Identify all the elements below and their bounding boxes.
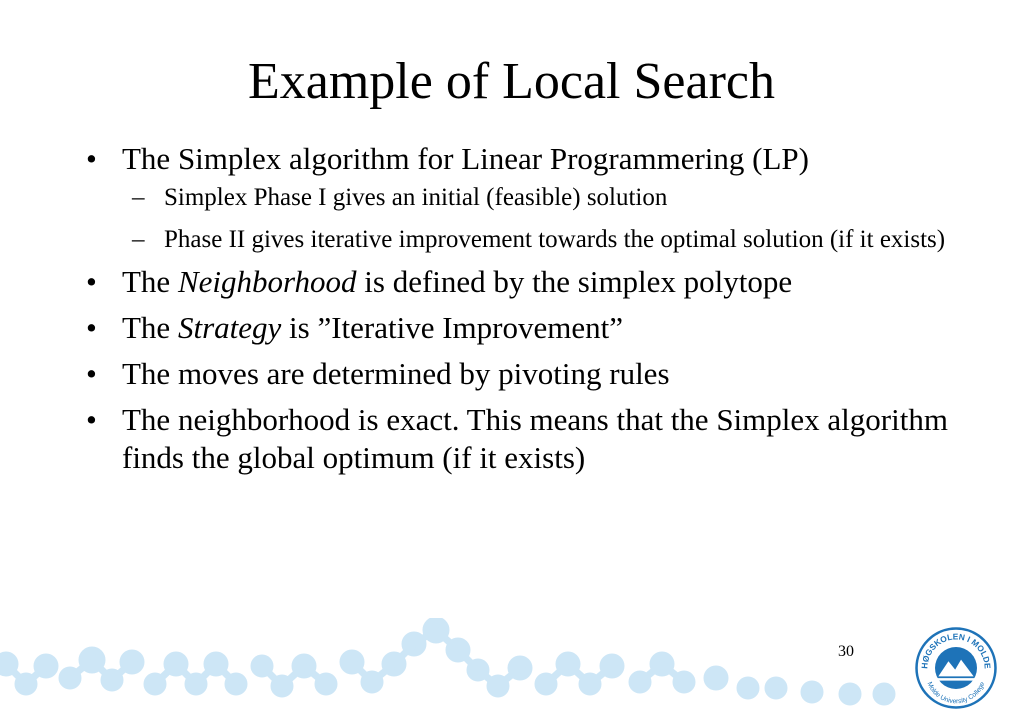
bullet-marker: • [86,402,97,437]
bullet-emphasis: Neighborhood [177,264,357,299]
bullet-text-pre: The [122,264,178,299]
bullet-marker: • [86,264,97,299]
page-number: 30 [838,643,854,660]
slide-title: Example of Local Search [248,53,775,110]
bullet-exact [86,401,966,477]
slide-body [86,140,966,485]
sub-bullet-text: Phase II gives iterative improvement towards the optimal solution (if it exists) [164,226,946,253]
logo-text-bottom: Molde University College [925,680,987,706]
sub-bullet-phase-1 [86,182,966,213]
sub-bullet-list [122,182,966,255]
bullet-marker: • [86,141,97,176]
bullet-marker: • [86,356,97,391]
bullet-simplex [86,140,966,255]
sub-bullet-phase-2 [86,224,966,255]
logo-text-top: HØGSKOLEN I MOLDE [919,631,993,670]
bullet-text-post: is defined by the simplex polytope [356,264,793,299]
bullet-marker: • [86,310,97,345]
dash-marker: – [132,184,145,211]
mountain-logo-icon [914,626,998,710]
bullet-strategy [86,309,966,347]
bullet-neighborhood [86,263,966,301]
bullet-text-pre: The [122,310,178,345]
bullet-moves [86,355,966,393]
dash-marker: – [132,226,145,253]
bullet-text-post: is ”Iterative Improvement” [281,310,623,345]
molecule-pattern-icon [0,618,900,708]
bullet-text: The Simplex algorithm for Linear Programmering (LP) [122,141,809,176]
sub-bullet-text: Simplex Phase I gives an initial (feasible) solution [164,184,668,211]
bullet-text: The neighborhood is exact. This means that the Simplex algorithm finds the global optimum (if it exists) [122,402,948,475]
bullet-text: The moves are determined by pivoting rules [122,356,670,391]
bullet-emphasis: Strategy [177,310,282,345]
